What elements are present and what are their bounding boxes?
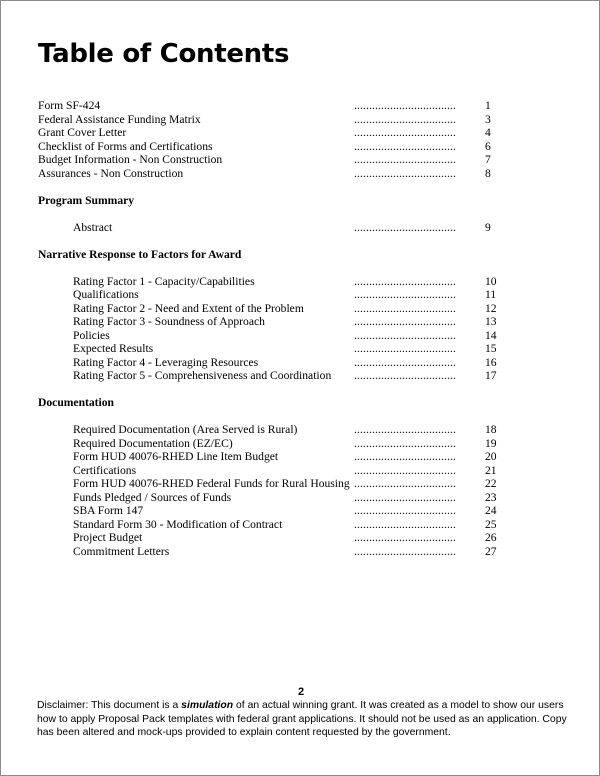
toc-entry-label: Checklist of Forms and Certifications [38,139,213,153]
toc-entry-label: Rating Factor 2 - Need and Extent of the Problem [73,301,304,315]
toc-entry-label: Rating Factor 5 - Comprehensiveness and Coordination [73,369,332,382]
toc-page-number: 6 [485,139,491,153]
toc-entry-label: Rating Factor 4 - Leveraging Resources [73,355,259,369]
toc-leader-dots: .................................. [354,531,456,544]
toc-page-number: 7 [485,153,491,166]
toc-page-number: 24 [485,504,497,517]
toc-entry-label: Form HUD 40076-RHED Line Item Budget [73,450,279,463]
toc-page-number: 8 [485,166,491,180]
toc-entry-label: Expected Results [73,342,154,355]
toc-leader-dots: .................................. [354,450,456,463]
toc-entry[interactable] [38,545,508,559]
toc-page-number: 20 [485,450,497,463]
toc-page-number: 27 [485,544,497,558]
toc-entry[interactable] [38,126,508,140]
disclaimer-text-start: Disclaimer: This document is a [37,700,182,711]
toc-entry-label: Policies [73,328,110,342]
toc-leader-dots: .................................. [354,463,456,477]
toc-entry[interactable] [38,356,508,370]
spacer [38,261,508,275]
toc-page-number: 26 [485,531,497,544]
toc-page-number: 15 [485,342,497,355]
toc-entry-label: Assurances - Non Construction [38,166,184,180]
toc-leader-dots: .................................. [354,166,456,180]
toc-leader-dots: .................................. [354,288,456,301]
toc-page-number: 14 [485,328,497,342]
toc-entry[interactable] [38,477,508,491]
toc-entry[interactable] [38,437,508,451]
section-heading: Documentation [38,396,114,409]
toc-entry[interactable] [38,153,508,167]
toc-entry-label: Budget Information - Non Construction [38,153,223,166]
toc-entry-label: Required Documentation (Area Served is Rural) [73,423,298,436]
toc-entry[interactable] [38,329,508,343]
toc-leader-dots: .................................. [354,153,456,166]
toc-entry-label: Funds Pledged / Sources of Funds [73,490,232,504]
toc-entry-label: Federal Assistance Funding Matrix [38,112,201,126]
toc-leader-dots: .................................. [354,328,456,342]
toc-page-number: 9 [485,220,491,234]
toc-page-number: 1 [485,99,491,112]
page-number: 2 [297,686,305,698]
table-of-contents [38,99,508,558]
toc-page-number: 22 [485,477,497,490]
disclaimer-text-end: of an actual winning grant. It was created as a model to show our users how to apply Proposal Pack templates with federal grant applications. It should not be used as an application. Copy has been altered and mock-ups provided to explain content requested by the government. [37,700,567,738]
toc-entry-label: Rating Factor 1 - Capacity/Capabilities [73,274,255,288]
toc-page-number: 4 [485,126,491,139]
toc-leader-dots: .................................. [354,274,456,288]
toc-entry[interactable] [38,315,508,329]
toc-page-number: 10 [485,274,497,288]
toc-entry[interactable] [38,423,508,437]
spacer [38,410,508,424]
toc-page-number: 23 [485,490,497,504]
toc-leader-dots: .................................. [354,504,456,517]
toc-leader-dots: .................................. [354,99,456,112]
spacer [38,383,508,397]
toc-page-number: 25 [485,517,497,531]
toc-entry-label: Form HUD 40076-RHED Federal Funds for Rural Housing [73,477,350,490]
section-heading: Narrative Response to Factors for Award [38,247,242,261]
toc-page-number: 19 [485,436,497,450]
toc-entry[interactable] [38,167,508,181]
toc-entry-label: Abstract [73,220,113,234]
toc-leader-dots: .................................. [354,423,456,436]
toc-entry-label: Standard Form 30 - Modification of Contract [73,517,283,531]
toc-page-number: 21 [485,463,497,477]
toc-entry[interactable] [38,99,508,113]
toc-leader-dots: .................................. [354,139,456,153]
toc-leader-dots: .................................. [354,369,456,382]
toc-entry[interactable] [38,140,508,154]
toc-entry[interactable] [38,221,508,235]
page-title: Table of Contents [38,39,290,69]
toc-top-items [38,99,508,180]
toc-leader-dots: .................................. [354,355,456,369]
toc-page-number: 13 [485,315,497,328]
toc-entry[interactable] [38,464,508,478]
disclaimer [37,699,567,740]
toc-entry[interactable] [38,531,508,545]
spacer [38,234,508,248]
toc-leader-dots: .................................. [354,544,456,558]
toc-entry-label: Qualifications [73,288,139,301]
toc-entry[interactable] [38,342,508,356]
toc-entry[interactable] [38,450,508,464]
toc-page-number: 12 [485,301,497,315]
toc-page-number: 16 [485,355,497,369]
toc-page-number: 17 [485,369,497,382]
spacer [38,180,508,194]
toc-leader-dots: .................................. [354,315,456,328]
toc-entry[interactable] [38,113,508,127]
toc-page-number: 18 [485,423,497,436]
toc-page-number: 3 [485,112,491,126]
toc-leader-dots: .................................. [354,436,456,450]
toc-entry-label: Rating Factor 3 - Soundness of Approach [73,315,265,328]
toc-page-number: 11 [485,288,497,301]
toc-entry[interactable] [38,288,508,302]
page-footer [1,686,600,740]
toc-entry[interactable] [38,504,508,518]
section-heading: Program Summary [38,193,135,207]
toc-entry-label: SBA Form 147 [73,504,144,517]
toc-entry[interactable] [38,302,508,316]
toc-leader-dots: .................................. [354,126,456,139]
toc-entry-label: Grant Cover Letter [38,126,127,139]
toc-entry-label: Project Budget [73,531,143,544]
toc-entry[interactable] [38,491,508,505]
toc-entry-label: Form SF-424 [38,99,101,112]
spacer [38,207,508,221]
toc-leader-dots: .................................. [354,477,456,490]
toc-entry[interactable] [38,518,508,532]
toc-entry-label: Certifications [73,463,137,477]
toc-leader-dots: .................................. [354,517,456,531]
toc-entry-label: Commitment Letters [73,544,170,558]
toc-leader-dots: .................................. [354,112,456,126]
toc-leader-dots: .................................. [354,490,456,504]
toc-sections [38,180,508,558]
toc-entry-label: Required Documentation (EZ/EC) [73,436,233,450]
toc-entry[interactable] [38,369,508,383]
toc-entry[interactable] [38,275,508,289]
toc-leader-dots: .................................. [354,342,456,355]
toc-leader-dots: .................................. [354,301,456,315]
disclaimer-emphasis: simulation [181,700,234,711]
toc-leader-dots: .................................. [354,220,456,234]
